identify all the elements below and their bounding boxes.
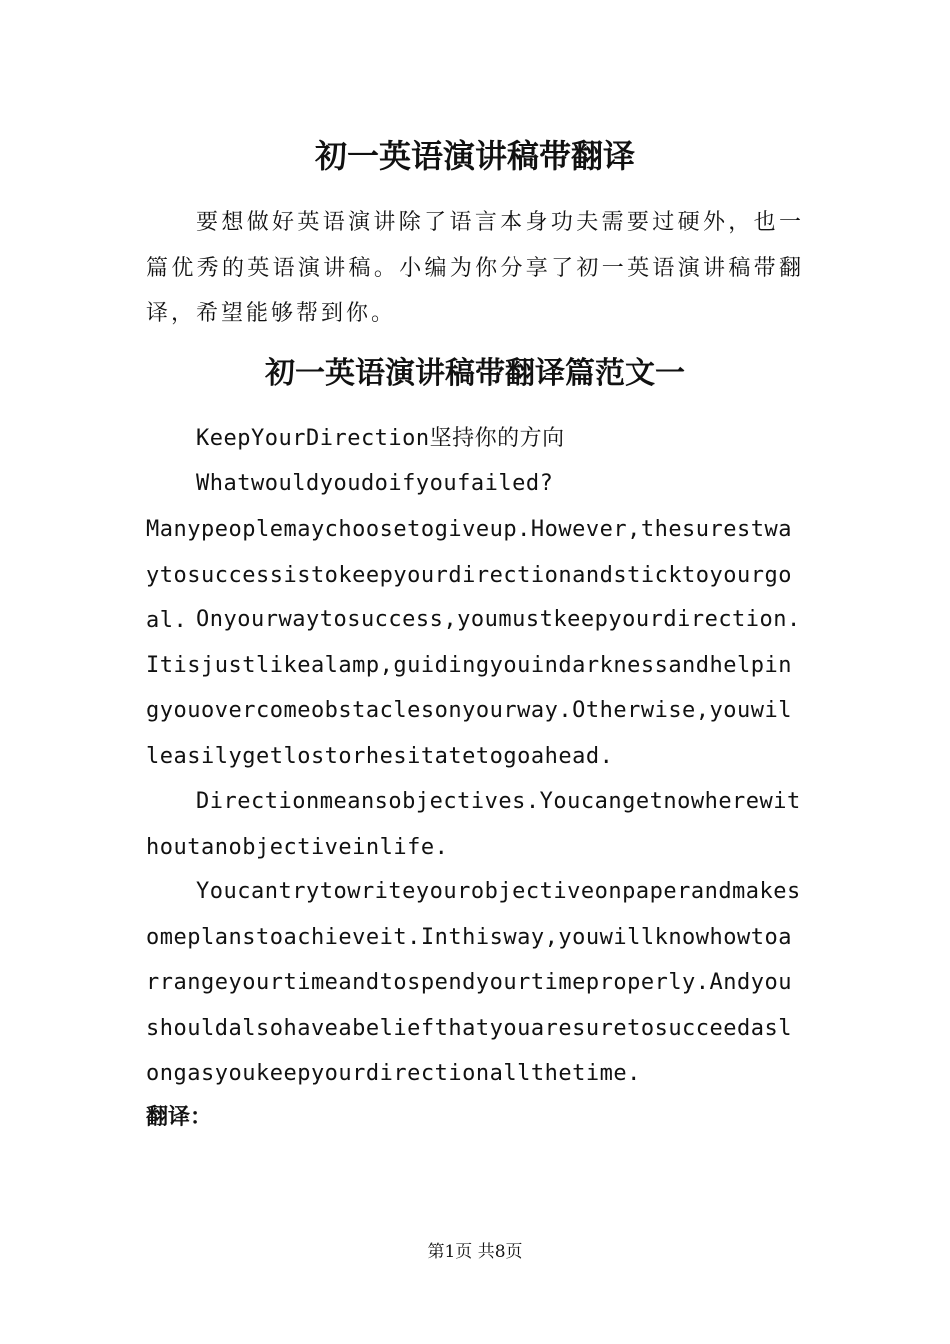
speech-heading-line: KeepYourDirection坚持你的方向 (196, 426, 565, 451)
speech-question-line: Whatwouldyoudoifyoufailed? (196, 471, 554, 496)
document-title: 初一英语演讲稿带翻译 (314, 137, 635, 175)
speech-paragraph: Onyourwaytosuccess,youmustkeepyourdirection.Itisjustlikealamp,guidingyouindarknessandhelpingyouovercomeobstaclesonyourway.Otherwise,youwilleasilygetlostorhesitatetogoahead. (146, 607, 801, 769)
translation-label: 翻译： (146, 1105, 213, 1130)
speech-paragraph: Youcantrytowriteyourobjectiveonpaperandmakesomeplanstoachieveit.Inthisway,youwillknowhowtoarrangeyourtimeandtospendyourtimeproperly.Andyoushouldalsohaveabeliefthatyouaresuretosucceedaslongasyoukeepyourdirectionallthetime. (146, 879, 801, 1086)
speech-paragraph: Manypeoplemaychoosetogiveup.However,thesurestwaytosuccessistokeepyourdirectionandsticktoyourgoal. (146, 517, 793, 633)
intro-paragraph: 要想做好英语演讲除了语言本身功夫需要过硬外，也一篇优秀的英语演讲稿。小编为你分享了初一英语演讲稿带翻译，希望能够帮到你。 (146, 210, 804, 326)
speech-paragraph: Directionmeansobjectives.Youcangetnowherewithoutanobjectiveinlife. (146, 789, 801, 860)
section-title: 初一英语演讲稿带翻译篇范文一 (265, 356, 685, 391)
page-footer: 第1页 共8页 (427, 1242, 523, 1262)
